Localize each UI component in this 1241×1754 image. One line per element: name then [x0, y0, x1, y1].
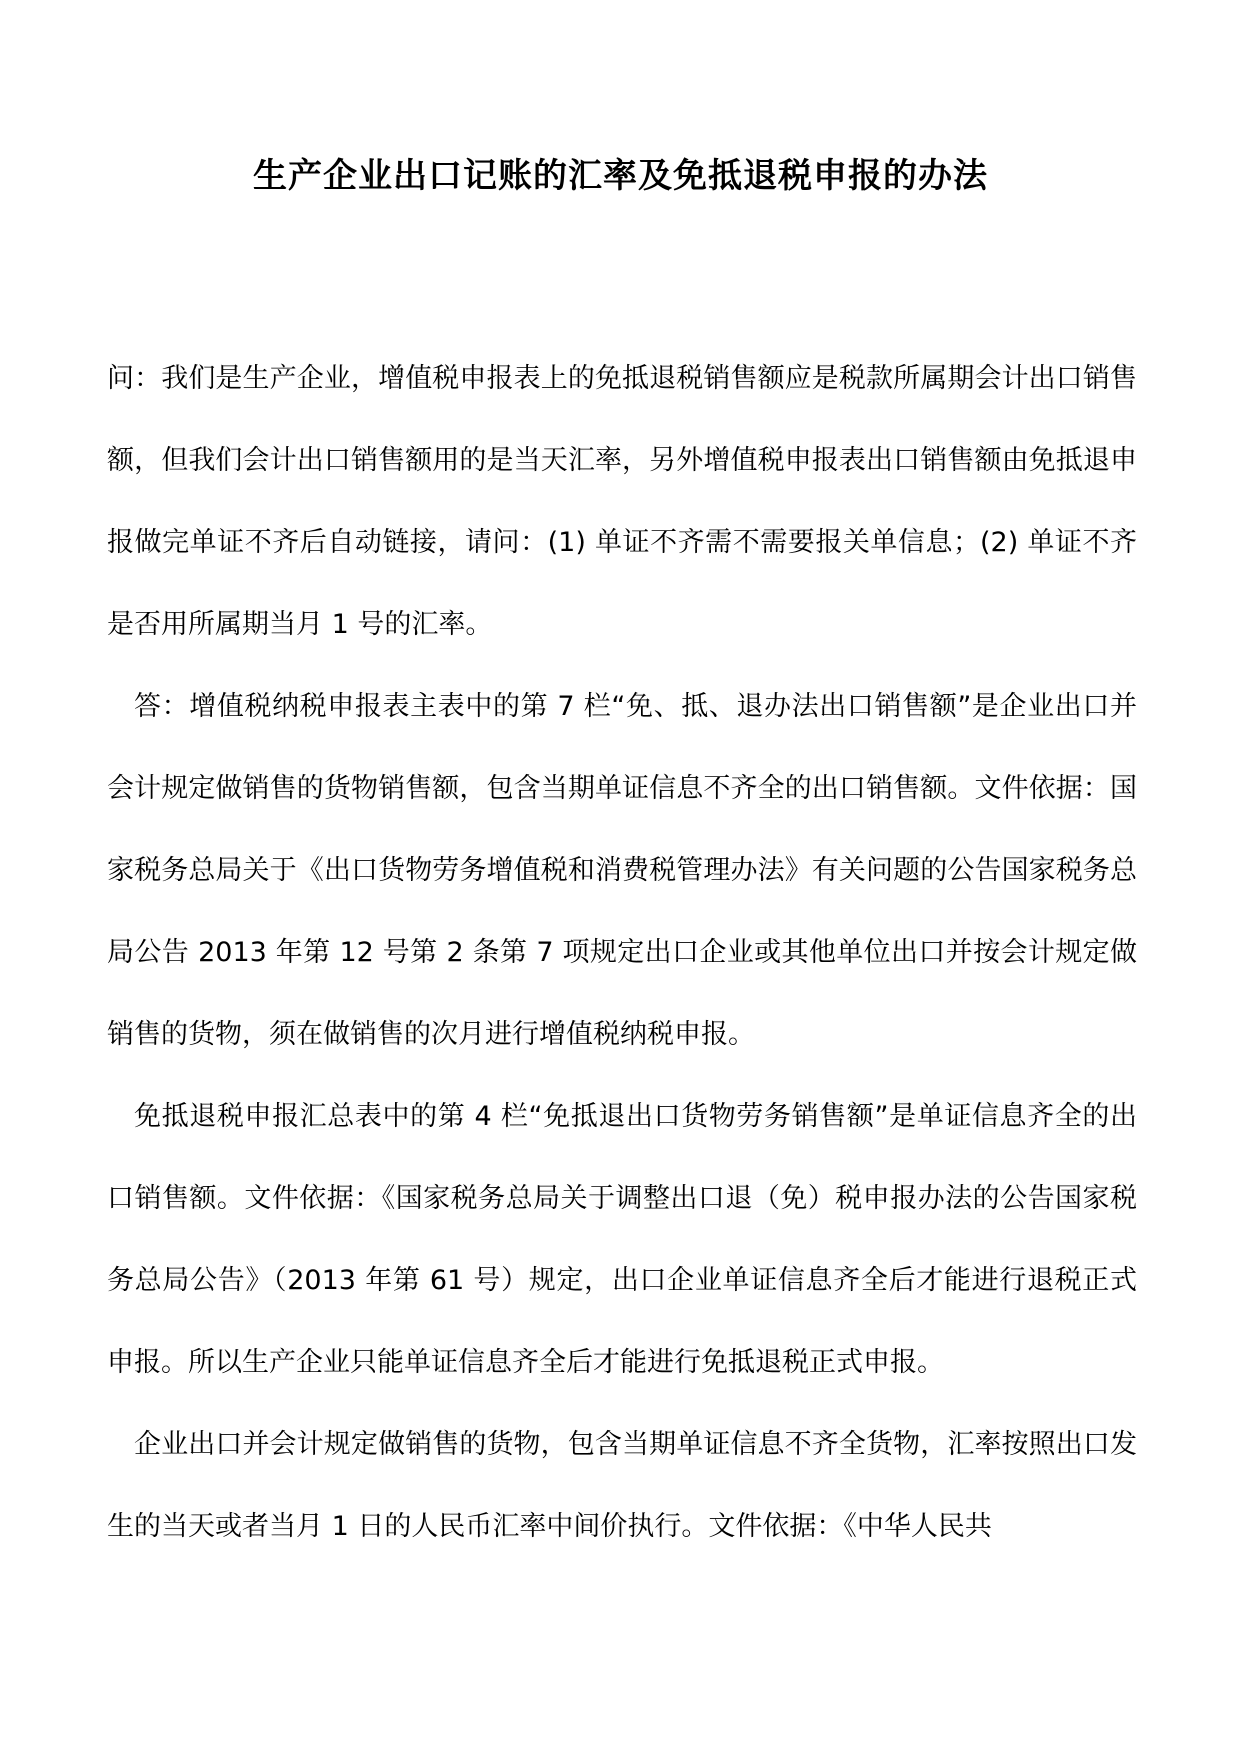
paragraph-exchange-rate: 企业出口并会计规定做销售的货物，包含当期单证信息不齐全货物，汇率按照出口发生的当天或者当月 1 日的人民币汇率中间价执行。文件依据：《中华人民共	[107, 1429, 1137, 1542]
paragraph-answer: 答：增值税纳税申报表主表中的第 7 栏“免、抵、退办法出口销售额”是企业出口并会计规定做销售的货物销售额，包含当期单证信息不齐全的出口销售额。文件依据：国家税务总局关于《出口货物劳务增值税和消费税管理办法》有关问题的公告国家税务总局公告 2013 年第 12 号第 2 条第 7 项规定出口企业或其他单位出口并按会计规定做销售的货物，须在做销售的次月进行增值税纳税申报。	[107, 691, 1137, 1050]
document-title: 生产企业出口记账的汇率及免抵退税申报的办法	[253, 156, 988, 196]
paragraph-summary-table: 免抵退税申报汇总表中的第 4 栏“免抵退出口货物劳务销售额”是单证信息齐全的出口销售额。文件依据：《国家税务总局关于调整出口退（免）税申报办法的公告国家税务总局公告》（2013 年第 61 号）规定，出口企业单证信息齐全后才能进行退税正式申报。所以生产企业只能单证信息齐全后才能进行免抵退税正式申报。	[107, 1101, 1137, 1378]
paragraph-question: 问：我们是生产企业，增值税申报表上的免抵退税销售额应是税款所属期会计出口销售额，但我们会计出口销售额用的是当天汇率，另外增值税申报表出口销售额由免抵退申报做完单证不齐后自动链接，请问：(1) 单证不齐需不需要报关单信息；(2) 单证不齐是否用所属期当月 1 号的汇率。	[107, 363, 1137, 640]
document-body	[107, 338, 1137, 1568]
